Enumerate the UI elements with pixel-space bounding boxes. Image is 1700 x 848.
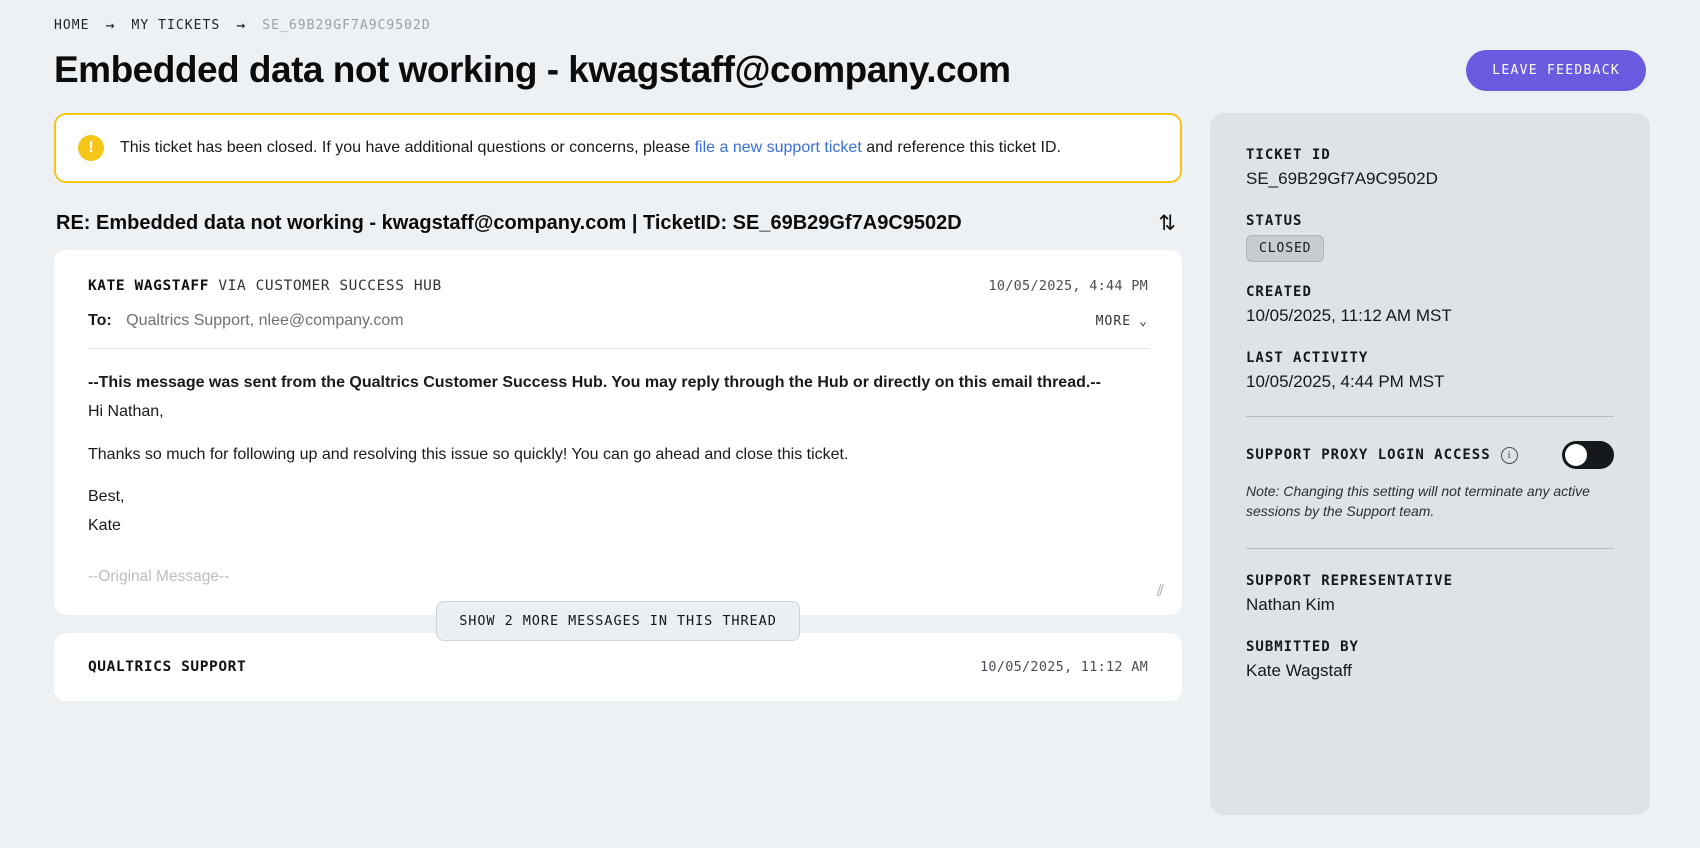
sidebar-divider	[1246, 416, 1614, 417]
last-activity-label: LAST ACTIVITY	[1246, 350, 1369, 366]
message-card-collapsed[interactable]	[54, 633, 1182, 701]
breadcrumb-arrow-icon: →	[105, 16, 116, 34]
message-greeting: Hi Nathan,	[88, 402, 164, 420]
ticket-id-label: TICKET ID	[1246, 147, 1331, 163]
breadcrumb-item-ticket-id: SE_69B29GF7A9C9502D	[262, 18, 431, 33]
message-to	[88, 312, 404, 330]
show-more-messages-button[interactable]: SHOW 2 MORE MESSAGES IN THIS THREAD	[436, 601, 800, 641]
ticket-details-sidebar	[1210, 113, 1650, 815]
alert-text-before: This ticket has been closed. If you have additional questions or concerns, please	[120, 139, 691, 156]
support-proxy-toggle[interactable]	[1562, 441, 1614, 469]
support-proxy-row	[1246, 441, 1614, 469]
created-label: CREATED	[1246, 284, 1312, 300]
support-proxy-note: Note: Changing this setting will not terminate any active sessions by the Support team.	[1246, 483, 1590, 520]
message-sender: QUALTRICS SUPPORT	[88, 659, 247, 675]
alert-text	[120, 139, 1061, 157]
breadcrumb-item-my-tickets[interactable]: MY TICKETS	[131, 18, 221, 33]
breadcrumb	[0, 0, 1700, 33]
toggle-knob	[1565, 444, 1587, 466]
message-sender-line	[88, 278, 442, 294]
main-column	[54, 113, 1182, 701]
support-rep-value: Nathan Kim	[1246, 594, 1335, 614]
alert-text-after: and reference this ticket ID.	[866, 139, 1061, 156]
last-activity-value: 10/05/2025, 4:44 PM MST	[1246, 372, 1445, 391]
sort-order-icon[interactable]: ⇅	[1158, 212, 1176, 235]
file-new-ticket-link[interactable]: file a new support ticket	[694, 139, 862, 156]
status-label: STATUS	[1246, 213, 1303, 229]
support-rep-label: SUPPORT REPRESENTATIVE	[1246, 572, 1453, 589]
support-proxy-label: SUPPORT PROXY LOGIN ACCESS	[1246, 447, 1491, 463]
title-row	[0, 33, 1700, 91]
message-date: 10/05/2025, 11:12 AM	[980, 659, 1148, 675]
chevron-down-icon: ⌄	[1139, 313, 1148, 329]
content-area	[0, 91, 1700, 815]
page-title: Embedded data not working - kwagstaff@company.com	[54, 49, 1011, 90]
message-body	[88, 371, 1148, 589]
ticket-id-value: SE_69B29Gf7A9C9502D	[1246, 169, 1438, 188]
submitted-by-label: SUBMITTED BY	[1246, 638, 1359, 655]
more-details-button[interactable]	[1096, 314, 1148, 329]
warning-icon: !	[78, 135, 104, 161]
breadcrumb-arrow-icon: →	[236, 16, 247, 34]
message-signoff: Best,	[88, 488, 125, 506]
sidebar-divider	[1246, 548, 1614, 549]
more-label: MORE	[1095, 313, 1132, 329]
message-header-collapsed	[88, 659, 1148, 675]
thread-title: RE: Embedded data not working - kwagstaff@company.com | TicketID: SE_69B29Gf7A9C9502D	[56, 212, 962, 234]
created-value: 10/05/2025, 11:12 AM MST	[1246, 306, 1452, 325]
submitted-by-value: Kate Wagstaff	[1246, 660, 1352, 680]
breadcrumb-item-home[interactable]: HOME	[54, 18, 90, 33]
message-date: 10/05/2025, 4:44 PM	[988, 278, 1148, 294]
message-via: VIA CUSTOMER SUCCESS HUB	[218, 278, 442, 294]
message-card	[54, 250, 1182, 615]
message-signature: Kate	[88, 517, 121, 535]
support-proxy-label-group	[1246, 447, 1518, 464]
to-label: To:	[88, 312, 112, 329]
message-divider	[88, 348, 1148, 349]
message-notice: --This message was sent from the Qualtrics Customer Success Hub. You may reply through the Hub or directly on this email thread.--	[88, 374, 1101, 391]
thread-header	[54, 183, 1182, 250]
message-paragraph: Thanks so much for following up and resolving this issue so quickly! You can go ahead and close this ticket.	[88, 445, 849, 463]
closed-ticket-alert	[54, 113, 1182, 183]
original-message-label: --Original Message--	[88, 567, 230, 585]
leave-feedback-button[interactable]: LEAVE FEEDBACK	[1466, 50, 1646, 91]
resize-handle[interactable]: ⫽	[1156, 583, 1164, 600]
message-header	[88, 278, 1148, 294]
to-value: Qualtrics Support, nlee@company.com	[126, 312, 404, 329]
info-icon[interactable]: i	[1501, 447, 1518, 464]
show-more-wrapper	[54, 601, 1182, 641]
status-badge: CLOSED	[1246, 235, 1324, 262]
message-recipients-row	[88, 294, 1148, 330]
message-sender: KATE WAGSTAFF	[88, 278, 210, 294]
